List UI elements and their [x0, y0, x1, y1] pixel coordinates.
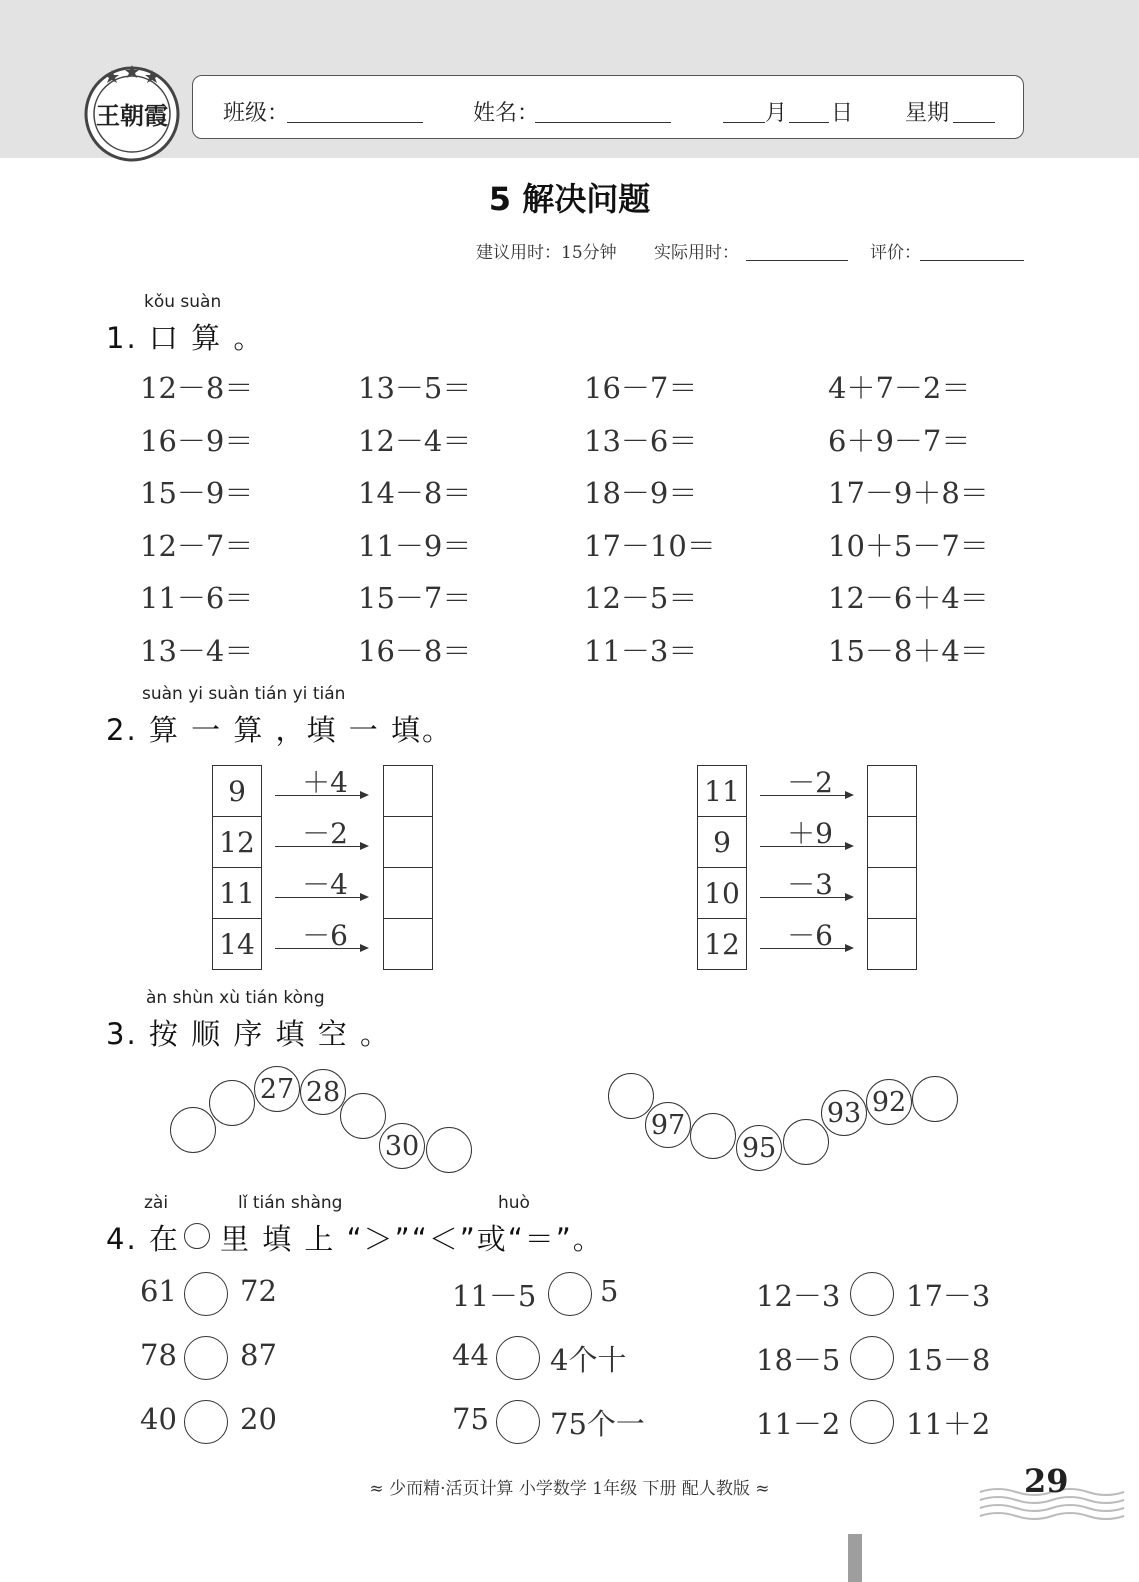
- input-number-cell: 9: [697, 816, 747, 868]
- input-number-cell: 11: [212, 867, 262, 919]
- compare-answer-circle[interactable]: [184, 1336, 228, 1380]
- compare-answer-circle[interactable]: [184, 1272, 228, 1316]
- compare-left-value: 78: [140, 1338, 177, 1372]
- right-arrow-icon: [760, 897, 852, 898]
- operation-label: －6: [787, 919, 833, 952]
- compare-right-value: 20: [240, 1402, 277, 1436]
- compare-left-value: 11－5: [452, 1279, 537, 1313]
- compare-right-value: 75个一: [550, 1407, 645, 1441]
- svg-text:王朝霞: 王朝霞: [96, 101, 168, 130]
- input-number-cell: 12: [212, 816, 262, 868]
- compare-answer-circle[interactable]: [496, 1336, 540, 1380]
- oral-expression: 4＋7－2＝: [828, 371, 971, 405]
- compare-right-value: 5: [600, 1274, 619, 1308]
- oral-expression: 12－6＋4＝: [828, 581, 989, 615]
- publisher-logo: [82, 62, 182, 162]
- oral-expression: 11－9＝: [358, 528, 472, 563]
- oral-expression: 18－9＝: [584, 476, 698, 510]
- answer-box[interactable]: [383, 765, 433, 817]
- sequence-number-circle: 30: [379, 1123, 425, 1169]
- section-2-pinyin: suàn yi suàn tián yi tián: [142, 684, 346, 704]
- sequence-blank-circle[interactable]: [209, 1080, 255, 1126]
- operation-label: －2: [787, 766, 833, 799]
- answer-box[interactable]: [383, 867, 433, 919]
- answer-box[interactable]: [867, 918, 917, 970]
- operation-label: －2: [302, 817, 348, 850]
- class-field[interactable]: [287, 122, 423, 123]
- operation-label: －4: [302, 868, 348, 901]
- section-3-title: 3. 按 顺 序 填 空 。: [106, 1017, 391, 1051]
- oral-expression: 13－5＝: [358, 371, 472, 405]
- sequence-blank-circle[interactable]: [912, 1076, 958, 1122]
- input-number-cell: 12: [697, 918, 747, 970]
- oral-expression: 15－9＝: [140, 476, 254, 510]
- compare-answer-circle[interactable]: [548, 1272, 592, 1316]
- class-label: 班级：: [223, 101, 290, 126]
- sequence-blank-circle[interactable]: [170, 1107, 216, 1153]
- compare-right-value: 4个十: [550, 1343, 627, 1377]
- compare-left-value: 12－3: [756, 1279, 841, 1313]
- sequence-number-circle: 97: [645, 1102, 691, 1148]
- sequence-blank-circle[interactable]: [426, 1127, 472, 1173]
- section-4-pinyin-zai: zài: [144, 1193, 169, 1213]
- right-arrow-icon: [275, 948, 367, 949]
- section-2-title: 2. 算 一 算 ，填 一 填。: [106, 713, 453, 747]
- rating-label: 评价：: [870, 243, 921, 263]
- sequence-blank-circle[interactable]: [340, 1093, 386, 1139]
- operation-label: ＋4: [302, 766, 348, 799]
- oral-expression: 17－10＝: [584, 528, 716, 563]
- oral-expression: 13－4＝: [140, 633, 254, 668]
- section-4-title-post: 里 填 上 “＞”“＜”或“＝”。: [220, 1222, 604, 1256]
- compare-left-value: 44: [452, 1338, 489, 1372]
- oral-expression: 12－4＝: [358, 423, 472, 458]
- right-arrow-icon: [275, 897, 367, 898]
- answer-box[interactable]: [383, 816, 433, 868]
- page-number: 29: [1024, 1462, 1069, 1500]
- compare-left-value: 18－5: [756, 1343, 841, 1377]
- answer-box[interactable]: [867, 867, 917, 919]
- sequence-number-circle: 93: [821, 1090, 867, 1136]
- sequence-blank-circle[interactable]: [783, 1119, 829, 1165]
- section-3-pinyin: àn shùn xù tián kòng: [146, 988, 325, 1008]
- actual-time-field[interactable]: [746, 260, 848, 261]
- answer-box[interactable]: [383, 918, 433, 970]
- name-field[interactable]: [535, 122, 671, 123]
- page-title: 5 解决问题: [488, 180, 651, 218]
- oral-expression: 15－8＋4＝: [828, 633, 989, 668]
- section-1-pinyin: kǒu suàn: [144, 292, 222, 312]
- input-number-cell: 10: [697, 867, 747, 919]
- sequence-blank-circle[interactable]: [608, 1073, 654, 1119]
- sequence-number-circle: 92: [866, 1079, 912, 1125]
- oral-expression: 16－7＝: [584, 371, 698, 405]
- oral-expression: 14－8＝: [358, 476, 472, 510]
- month-label: 月: [765, 101, 788, 126]
- section-1-title: 1. 口 算 。: [106, 321, 265, 355]
- compare-right-value: 17－3: [906, 1279, 991, 1313]
- operation-label: ＋9: [787, 817, 833, 850]
- compare-answer-circle[interactable]: [850, 1272, 894, 1316]
- compare-right-value: 15－8: [906, 1343, 991, 1377]
- name-label: 姓名：: [473, 101, 540, 126]
- weekday-label: 星期: [905, 101, 950, 126]
- compare-answer-circle[interactable]: [184, 1400, 228, 1444]
- compare-answer-circle[interactable]: [496, 1400, 540, 1444]
- operation-label: －3: [787, 868, 833, 901]
- month-field[interactable]: [723, 122, 765, 123]
- compare-answer-circle[interactable]: [850, 1336, 894, 1380]
- sequence-blank-circle[interactable]: [690, 1113, 736, 1159]
- right-arrow-icon: [760, 795, 852, 796]
- oral-expression: 10＋5－7＝: [828, 528, 989, 563]
- student-info-box: [192, 75, 1024, 139]
- suggested-time: 建议用时：15分钟: [476, 243, 617, 263]
- sequence-number-circle: 27: [254, 1066, 300, 1112]
- rating-field[interactable]: [920, 260, 1024, 261]
- weekday-field[interactable]: [953, 122, 995, 123]
- oral-expression: 13－6＝: [584, 423, 698, 458]
- oral-expression: 6＋9－7＝: [828, 423, 971, 458]
- day-field[interactable]: [789, 122, 829, 123]
- scrollbar-thumb[interactable]: [848, 1534, 862, 1582]
- day-label: 日: [831, 101, 854, 126]
- oral-expression: 12－5＝: [584, 581, 698, 615]
- section-4-title-pre: 4. 在: [106, 1222, 180, 1256]
- answer-box[interactable]: [867, 765, 917, 817]
- input-number-cell: 11: [697, 765, 747, 817]
- compare-right-value: 87: [240, 1338, 277, 1372]
- right-arrow-icon: [275, 846, 367, 847]
- compare-left-value: 11－2: [756, 1407, 841, 1441]
- sequence-number-circle: 95: [736, 1125, 782, 1171]
- oral-expression: 16－8＝: [358, 633, 472, 668]
- oral-expression: 12－7＝: [140, 528, 254, 563]
- compare-right-value: 11＋2: [906, 1407, 991, 1441]
- compare-left-value: 75: [452, 1402, 489, 1436]
- circle-icon: [184, 1223, 210, 1249]
- actual-time-label: 实际用时：: [654, 243, 739, 263]
- footer-series: ≈ 少而精·活页计算 小学数学 1年级 下册 配人教版 ≈: [369, 1479, 770, 1499]
- section-4-pinyin-huo: huò: [498, 1193, 530, 1213]
- oral-expression: 11－3＝: [584, 633, 698, 668]
- compare-right-value: 72: [240, 1274, 277, 1308]
- answer-box[interactable]: [867, 816, 917, 868]
- right-arrow-icon: [760, 948, 852, 949]
- operation-label: －6: [302, 919, 348, 952]
- oral-expression: 16－9＝: [140, 423, 254, 458]
- right-arrow-icon: [760, 846, 852, 847]
- compare-left-value: 61: [140, 1274, 177, 1308]
- oral-expression: 11－6＝: [140, 581, 254, 615]
- right-arrow-icon: [275, 795, 367, 796]
- compare-answer-circle[interactable]: [850, 1400, 894, 1444]
- sequence-number-circle: 28: [300, 1069, 346, 1115]
- input-number-cell: 9: [212, 765, 262, 817]
- oral-expression: 15－7＝: [358, 581, 472, 615]
- section-4-pinyin-mid: lǐ tián shàng: [238, 1193, 343, 1213]
- compare-left-value: 40: [140, 1402, 177, 1436]
- oral-expression: 17－9＋8＝: [828, 476, 989, 510]
- input-number-cell: 14: [212, 918, 262, 970]
- oral-expression: 12－8＝: [140, 371, 254, 405]
